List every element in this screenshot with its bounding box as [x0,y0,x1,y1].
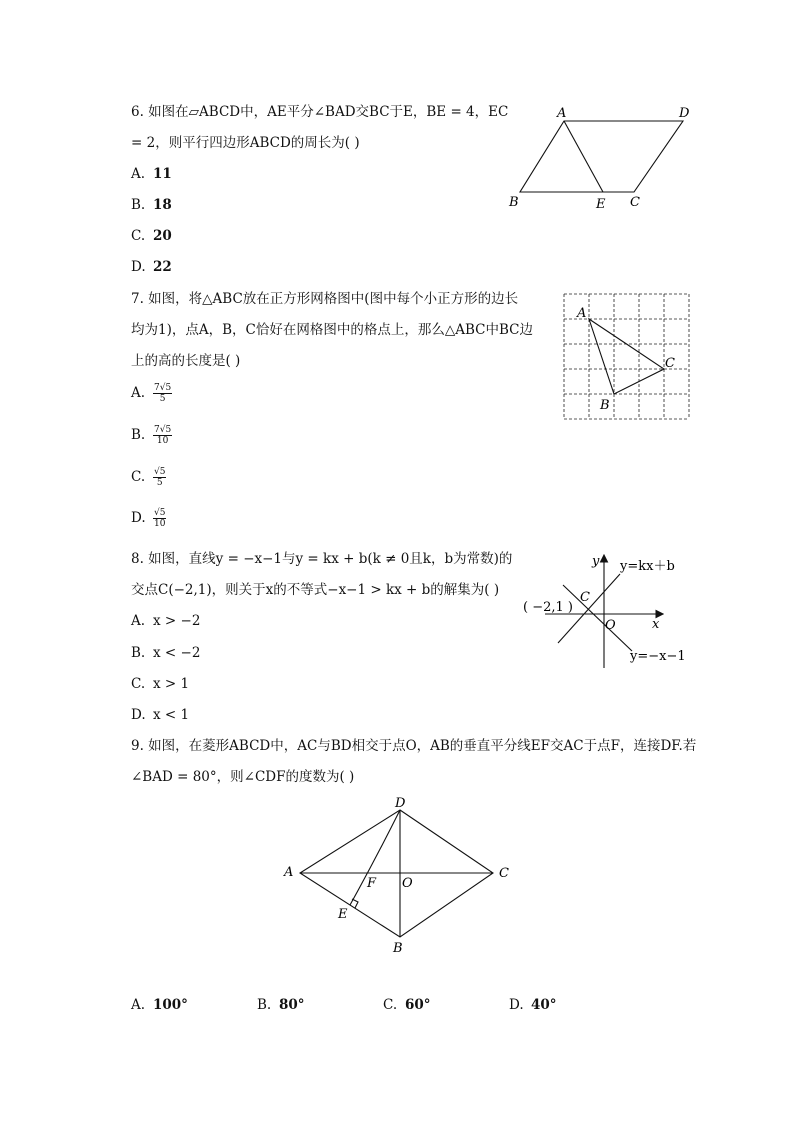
q7-label-c: C [665,356,675,371]
q8-point-c-label: C [580,590,590,605]
q8-line1-label: y=kx＋b [620,559,675,574]
q9-label-o: O [402,876,413,891]
q9-label-e: E [338,907,348,922]
q8-point-coord-label: ( −2,1 ) [523,600,573,615]
q8-line2-label: y=−x−1 [630,649,686,664]
q9-option-d[interactable]: D. 40° [509,997,557,1013]
q7-option-b[interactable]: B. $\frac{7√5}{10}$ [131,425,172,446]
q7-option-d[interactable]: D. $\frac{√5}{10}$ [131,508,166,529]
q9-label-f: F [367,876,377,891]
q8-stem-line1: 8. 如图，直线y = −x−1与y = kx + b(k ≠ 0且k，b为常数)的 [131,551,513,567]
q7-label-a: A [577,306,587,321]
q9-stem-line1: 9. 如图，在菱形ABCD中，AC与BD相交于点O，AB的垂直平分线EF交AC于点F，连接DF.若 [131,738,697,754]
q7-option-c[interactable]: C. $\frac{√5}{5}$ [131,467,166,488]
q8-option-b[interactable]: B. x < −2 [131,645,201,661]
q9-label-a: A [284,865,294,880]
q7-stem-line2: 均为1)，点A，B，C恰好在网格图中的格点上，那么△ABC中BC边 [131,322,533,338]
q8-option-c[interactable]: C. x > 1 [131,676,190,692]
q8-y-axis-label: y [592,554,600,569]
q6-option-c[interactable]: C. 20 [131,228,172,244]
q9-label-b: B [393,941,403,956]
q6-option-b[interactable]: B. 18 [131,197,172,213]
q8-x-axis-label: x [652,617,660,632]
q8-origin-label: O [605,618,616,633]
q6-stem-line1: 6. 如图在▱ABCD中，AE平分∠BAD交BC于E，BE = 4，EC [131,104,509,120]
q8-option-a[interactable]: A. x > −2 [131,613,201,629]
q6-stem-line2: = 2，则平行四边形ABCD的周长为( ) [131,135,360,151]
q9-stem-line2: ∠BAD = 80°，则∠CDF的度数为( ) [131,769,355,785]
q7-stem-line1: 7. 如图，将△ABC放在正方形网格图中(图中每个小正方形的边长 [131,291,519,307]
q9-label-d: D [395,796,406,811]
q9-option-a[interactable]: A. 100° [131,997,188,1013]
q9-option-b[interactable]: B. 80° [257,997,305,1013]
q8-stem-line2: 交点C(−2,1)，则关于x的不等式−x−1 > kx + b的解集为( ) [131,582,500,598]
q6-label-b: B [509,195,519,210]
q6-label-e: E [596,197,606,212]
q6-label-a: A [557,106,567,121]
q7-stem-line3: 上的高的长度是( ) [131,353,241,369]
q6-option-d[interactable]: D. 22 [131,259,172,275]
q6-label-c: C [630,195,640,210]
q9-option-c[interactable]: C. 60° [383,997,431,1013]
q6-option-a[interactable]: A. 11 [131,166,172,182]
q9-label-c: C [499,866,509,881]
q8-option-d[interactable]: D. x < 1 [131,707,190,723]
q7-label-b: B [600,398,610,413]
q6-label-d: D [679,106,690,121]
q7-option-a[interactable]: A. $\frac{7√5}{5}$ [131,383,172,404]
